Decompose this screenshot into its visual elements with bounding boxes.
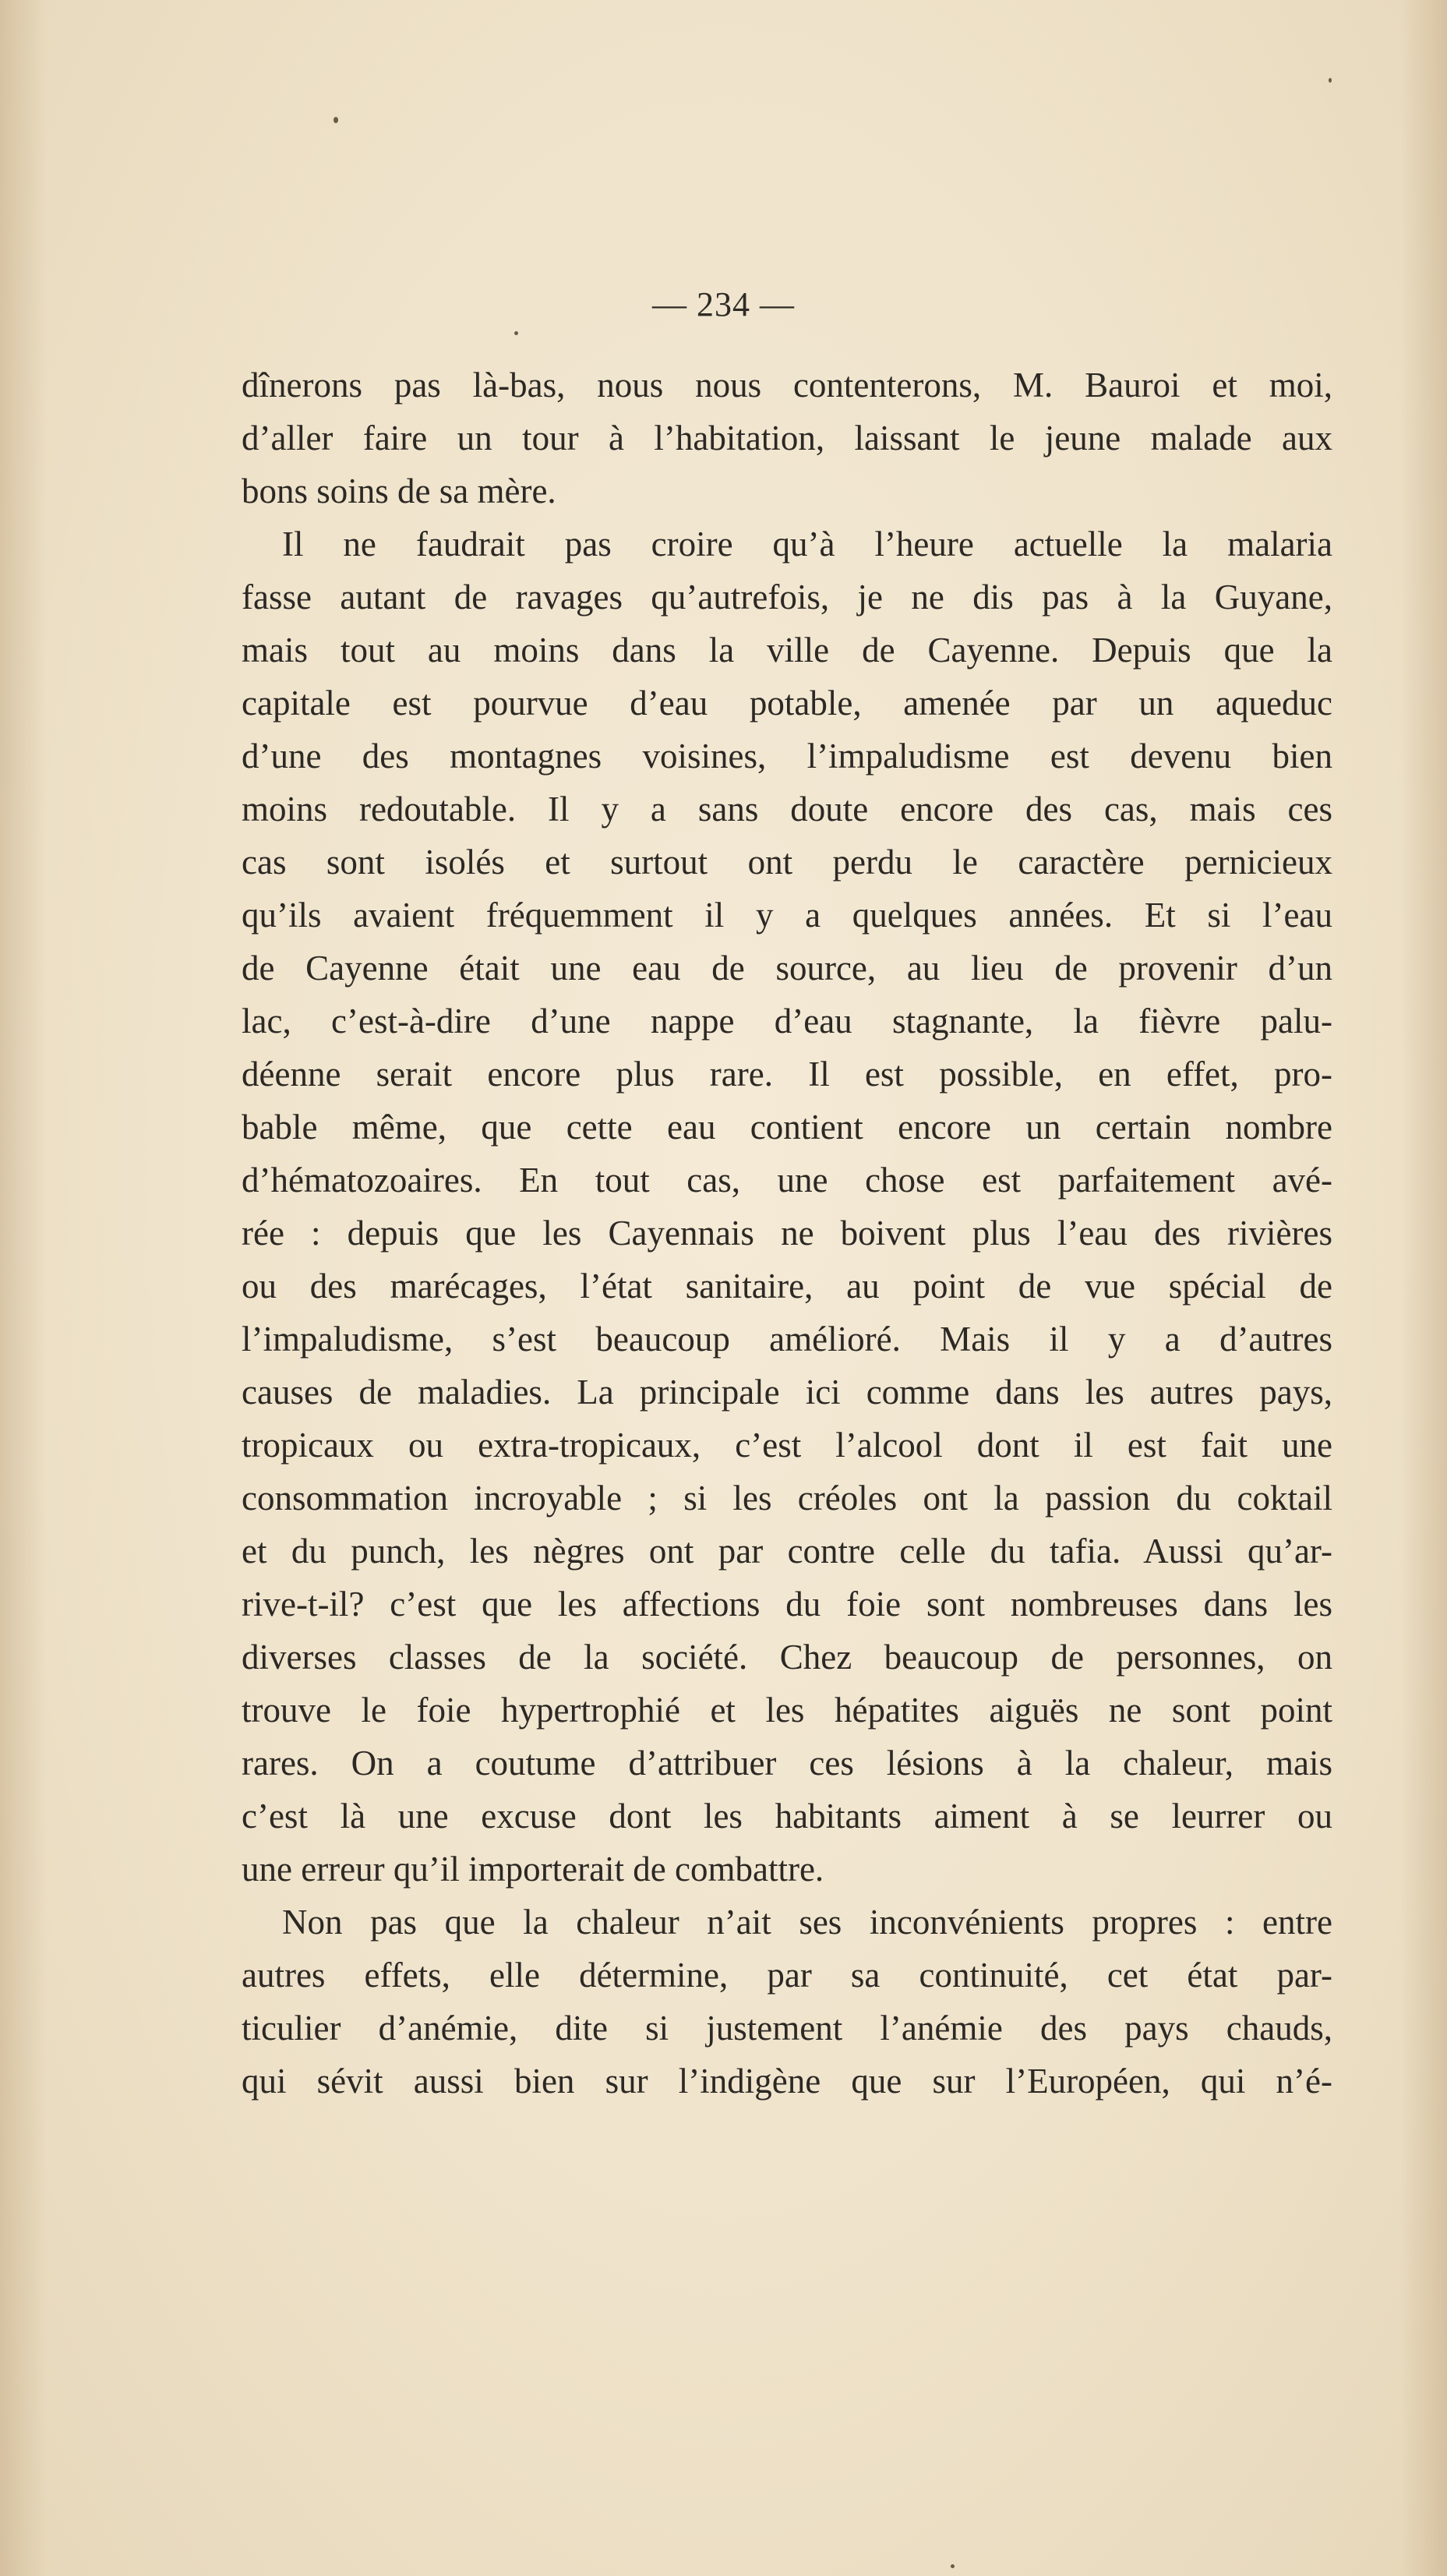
body-text [242, 359, 1332, 2108]
paper-speck [1329, 78, 1332, 83]
text-line: diverses classes de la société. Chez beaucoup de personnes, on [242, 1638, 1332, 1677]
text-line: de Cayenne était une eau de source, au lieu de provenir d’un [242, 949, 1332, 988]
text-line: tropicaux ou extra-tropicaux, c’est l’alcool dont il est fait une [242, 1426, 1332, 1465]
paper-speck [334, 117, 338, 123]
text-line: ticulier d’anémie, dite si justement l’anémie des pays chauds, [242, 2009, 1332, 2048]
text-line: qu’ils avaient fréquemment il y a quelques années. Et si l’eau [242, 896, 1332, 935]
text-line: autres effets, elle détermine, par sa continuité, cet état par- [242, 1956, 1332, 1995]
text-line: d’aller faire un tour à l’habitation, laissant le jeune malade aux [242, 419, 1332, 458]
text-line: cas sont isolés et surtout ont perdu le caractère pernicieux [242, 843, 1332, 882]
paragraph [242, 359, 1332, 518]
text-line: et du punch, les nègres ont par contre celle du tafia. Aussi qu’ar- [242, 1532, 1332, 1571]
page-number: — 234 — [652, 285, 795, 323]
text-line: rares. On a coutume d’attribuer ces lésions à la chaleur, mais [242, 1744, 1332, 1783]
text-line: ou des marécages, l’état sanitaire, au point de vue spécial de [242, 1267, 1332, 1306]
text-line: déenne serait encore plus rare. Il est possible, en effet, pro- [242, 1055, 1332, 1094]
text-line: rive-t-il? c’est que les affections du foie sont nombreuses dans les [242, 1585, 1332, 1624]
text-line: Il ne faudrait pas croire qu’à l’heure actuelle la malaria [282, 525, 1332, 564]
paper-speck [514, 331, 518, 335]
text-line: fasse autant de ravages qu’autrefois, je ne dis pas à la Guyane, [242, 578, 1332, 617]
text-line: l’impaludisme, s’est beaucoup amélioré. Mais il y a d’autres [242, 1320, 1332, 1359]
text-line: d’une des montagnes voisines, l’impaludisme est devenu bien [242, 737, 1332, 776]
text-line: d’hématozoaires. En tout cas, une chose est parfaitement avé- [242, 1161, 1332, 1200]
text-line: capitale est pourvue d’eau potable, amenée par un aqueduc [242, 684, 1332, 723]
text-line: mais tout au moins dans la ville de Cayenne. Depuis que la [242, 631, 1332, 670]
text-line: rée : depuis que les Cayennais ne boivent plus l’eau des rivières [242, 1214, 1332, 1253]
text-line: qui sévit aussi bien sur l’indigène que sur l’Européen, qui n’é- [242, 2062, 1332, 2101]
text-line: causes de maladies. La principale ici comme dans les autres pays, [242, 1373, 1332, 1412]
text-line: bable même, que cette eau contient encore un certain nombre [242, 1108, 1332, 1147]
text-line: dînerons pas là-bas, nous nous contenterons, M. Bauroi et moi, [242, 366, 1332, 405]
text-line: lac, c’est-à-dire d’une nappe d’eau stagnante, la fièvre palu- [242, 1002, 1332, 1041]
paragraph [242, 518, 1332, 1896]
page-edge-shadow-right [1400, 0, 1447, 2576]
text-line: consommation incroyable ; si les créoles ont la passion du coktail [242, 1479, 1332, 1518]
text-line: bons soins de sa mère. [242, 472, 556, 511]
text-line: c’est là une excuse dont les habitants aiment à se leurrer ou [242, 1797, 1332, 1836]
paper-speck [951, 2564, 955, 2568]
text-line: moins redoutable. Il y a sans doute encore des cas, mais ces [242, 790, 1332, 829]
text-line: une erreur qu’il importerait de combattre. [242, 1850, 824, 1889]
text-line: trouve le foie hypertrophié et les hépatites aiguës ne sont point [242, 1691, 1332, 1730]
text-line: Non pas que la chaleur n’ait ses inconvénients propres : entre [282, 1903, 1332, 1942]
paragraph [242, 1896, 1332, 2108]
page-edge-shadow-left [0, 0, 47, 2576]
